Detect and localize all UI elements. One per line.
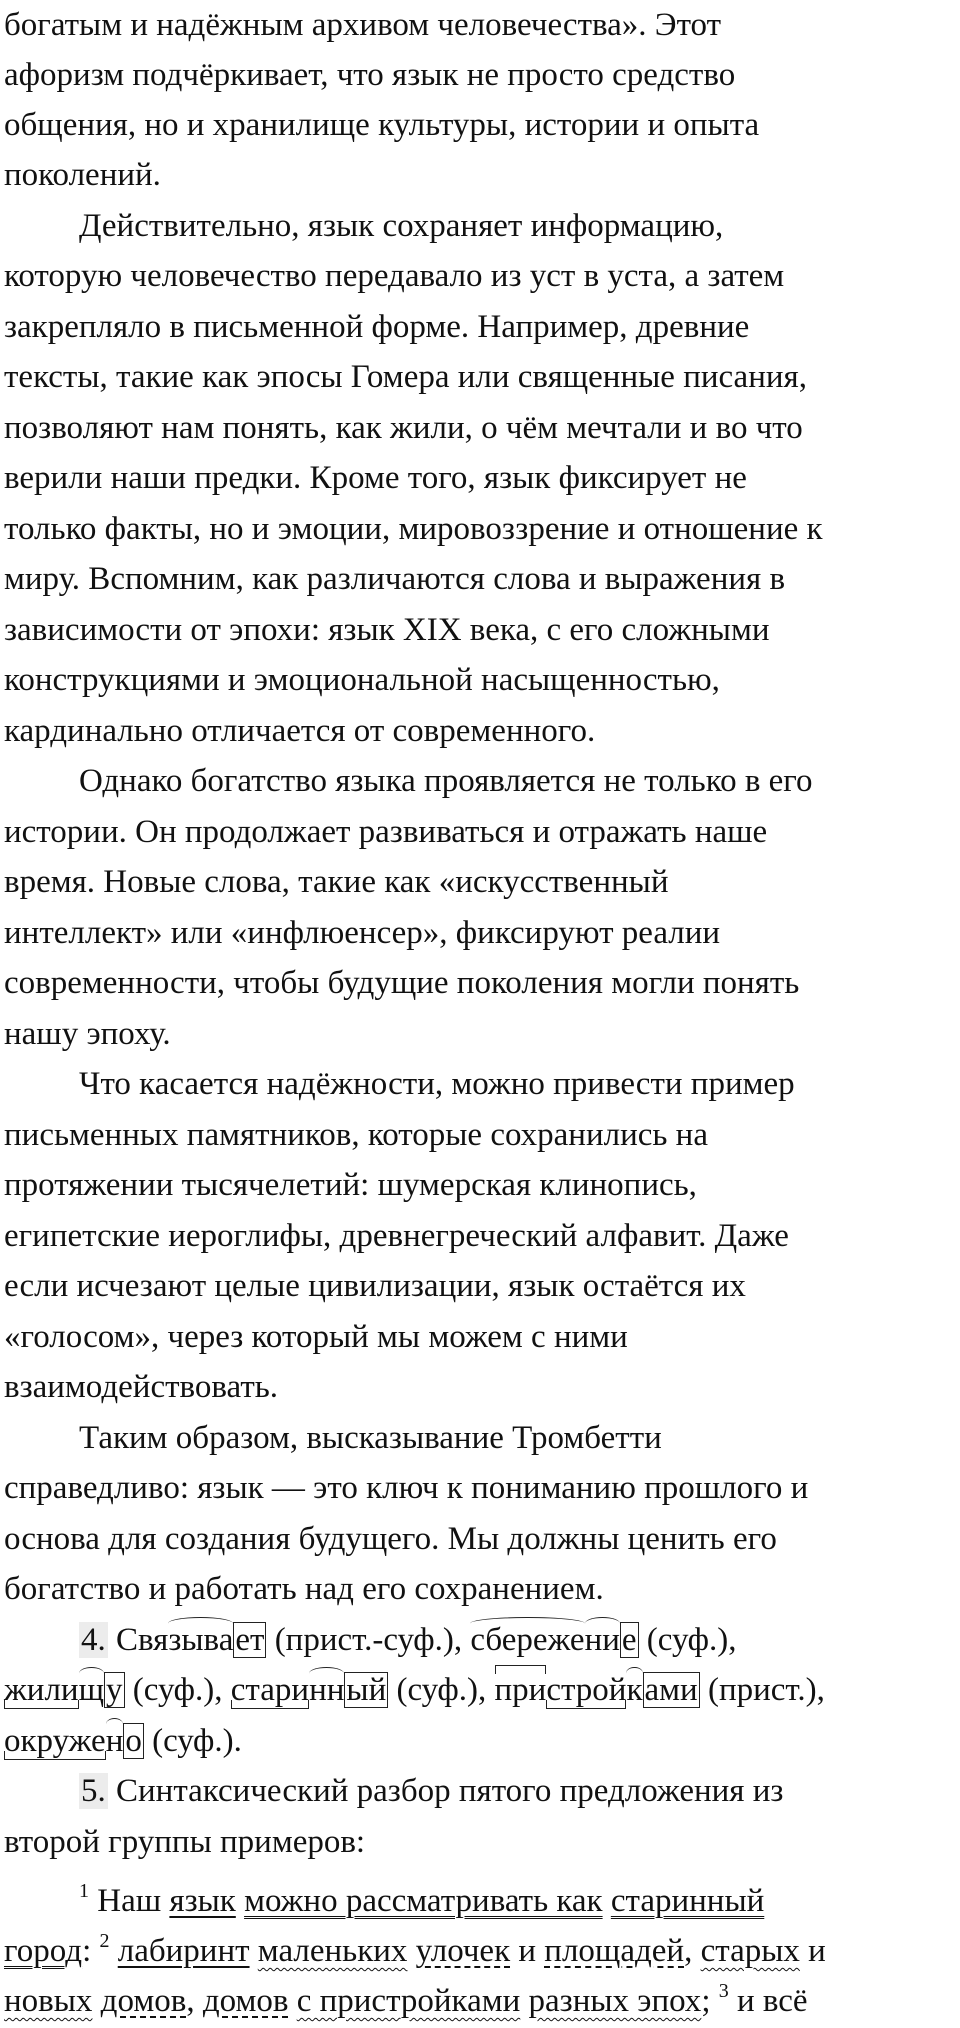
morpheme-suffix: к (626, 1665, 642, 1716)
punctuation: , (186, 1983, 203, 2019)
text-line: конструкциями и эмоциональной насыщенностью, (4, 662, 720, 698)
task-4-line (79, 1615, 737, 1665)
text-line: время. Новые слова, такие как «искусственный (4, 864, 669, 900)
predicate: можно рассматривать как (244, 1883, 603, 1919)
attribute: разных эпох (528, 1983, 702, 2019)
text-line: тексты, такие как эпосы Гомера или священные писания, (4, 359, 807, 395)
text-line: протяжении тысячелетий: шумерская клинопись, (4, 1167, 697, 1203)
task-5-text: Синтаксический разбор пятого предложения из (107, 1773, 784, 1809)
text-line: общения, но и хранилище культуры, истории и опыта (4, 107, 760, 143)
morpheme-root: стари (231, 1665, 309, 1716)
morpheme-note: (суф.). (143, 1723, 242, 1759)
subject: язык (169, 1883, 236, 1919)
text-line: справедливо: язык — это ключ к пониманию прошлого и (4, 1470, 809, 1506)
subject: лабиринт (117, 1933, 250, 1969)
predicate-part: город (4, 1933, 83, 1969)
text-line: зависимости от эпохи: язык XIX века, с его сложными (4, 612, 770, 648)
parse-line (4, 1976, 808, 2026)
word: Наш (89, 1883, 170, 1919)
word-sberezhenie (470, 1622, 638, 1658)
word-zhilishchu (4, 1672, 125, 1708)
text-line: взаимодействовать. (4, 1369, 279, 1405)
morpheme-ending: у (106, 1672, 123, 1708)
punctuation: : (82, 1933, 100, 1969)
morpheme-root: строй (546, 1665, 626, 1716)
text-line: поколений. (4, 157, 161, 193)
text-line: «голосом», через который мы можем с ними (4, 1319, 628, 1355)
text-line: Таким образом, высказывание Тромбетти (79, 1420, 662, 1456)
task-4-line (4, 1716, 242, 1766)
morpheme-ending: ами (644, 1672, 698, 1708)
morpheme-prefix: при (495, 1665, 547, 1716)
clause-number: 3 (718, 1980, 729, 2002)
text-line: верили наши предки. Кроме того, язык фиксирует не (4, 460, 747, 496)
text-line: кардинально отличается от современного. (4, 713, 596, 749)
word: и (799, 1933, 826, 1969)
addition: домов (100, 1983, 187, 2019)
morpheme-suffix: нн (309, 1665, 344, 1716)
text-line: позволяют нам понять, как жили, о чём мечтали и во что (4, 410, 803, 446)
punctuation: ; (701, 1983, 719, 2019)
task-number: 5. (81, 1773, 106, 1809)
morpheme-ending: е (621, 1622, 637, 1658)
text-line: второй группы примеров: (4, 1824, 366, 1860)
clause-number: 1 (79, 1880, 89, 1902)
morpheme-ending: ет (235, 1622, 265, 1658)
text-line: богатым и надёжным архивом человечества». Этот (4, 7, 722, 43)
predicate-part: старинный (610, 1883, 765, 1919)
text-line: современности, чтобы будущие поколения могли понять (4, 965, 800, 1001)
text-line: Действительно, язык сохраняет информацию, (79, 208, 724, 244)
text-line: только факты, но и эмоции, мировоззрение и отношение к (4, 511, 823, 547)
attribute: маленьких (257, 1933, 408, 1969)
task-4-line (4, 1665, 825, 1715)
morpheme-root: окруже (4, 1716, 106, 1767)
text-line: основа для создания будущего. Мы должны ценить его (4, 1521, 777, 1557)
addition: площадей (544, 1933, 685, 1969)
morpheme-root: Свя (116, 1622, 169, 1658)
morpheme-note: (суф.), (124, 1672, 231, 1708)
text-line: интеллект» или «инфлюенсер», фиксируют реалии (4, 915, 721, 951)
text-line: богатство и работать над его сохранением. (4, 1571, 604, 1607)
morpheme-note: (прист.-суф.), (266, 1622, 471, 1658)
morpheme-note: (суф.), (638, 1622, 737, 1658)
attribute: новых (4, 1983, 93, 2019)
text-line: миру. Вспомним, как различаются слова и выражения в (4, 561, 786, 597)
morpheme-root: жили (4, 1665, 79, 1716)
word-starinny (231, 1672, 388, 1708)
attribute: старых (700, 1933, 800, 1969)
text-line: египетские иероглифы, древнегреческий алфавит. Даже (4, 1218, 789, 1254)
text-line: Что касается надёжности, можно привести пример (79, 1066, 795, 1102)
morpheme-suffix: щ (79, 1665, 104, 1716)
morpheme-root: сбереже (470, 1615, 584, 1666)
attribute: с пристройками (296, 1983, 521, 2019)
morpheme-suffix: н (106, 1716, 124, 1767)
word-svyazyvaet (116, 1622, 266, 1658)
text-line: истории. Он продолжает развиваться и отражать наше (4, 814, 768, 850)
morpheme-note: (суф.), (388, 1672, 495, 1708)
morpheme-suffix: ни (585, 1615, 620, 1666)
text-line: письменных памятников, которые сохранились на (4, 1117, 708, 1153)
clause-number: 2 (99, 1930, 110, 1952)
text-line: афоризм подчёркивает, что язык не просто средство (4, 57, 736, 93)
task-5-line (79, 1766, 783, 1816)
parse-line (79, 1876, 764, 1926)
text-line: которую человечество передавало из уст в уста, а затем (4, 258, 785, 294)
word: и всё (728, 1983, 808, 2019)
morpheme-suffix: зыва (168, 1615, 233, 1666)
task-number: 4. (81, 1622, 106, 1658)
addition: домов (202, 1983, 289, 2019)
word-okruzheno (4, 1723, 144, 1759)
text-line: Однако богатство языка проявляется не только в его (79, 763, 813, 799)
morpheme-note: (прист.), (699, 1672, 825, 1708)
morpheme-ending: ый (346, 1672, 387, 1708)
punctuation: , (684, 1933, 701, 1969)
addition: улочек (415, 1933, 511, 1969)
word: и (510, 1933, 545, 1969)
morpheme-ending: о (125, 1723, 142, 1759)
word-pristroykami (495, 1672, 700, 1708)
parse-line (4, 1926, 826, 1976)
text-line: если исчезают целые цивилизации, язык остаётся их (4, 1268, 746, 1304)
text-line: закрепляло в письменной форме. Например, древние (4, 309, 750, 345)
text-line: нашу эпоху. (4, 1016, 171, 1052)
